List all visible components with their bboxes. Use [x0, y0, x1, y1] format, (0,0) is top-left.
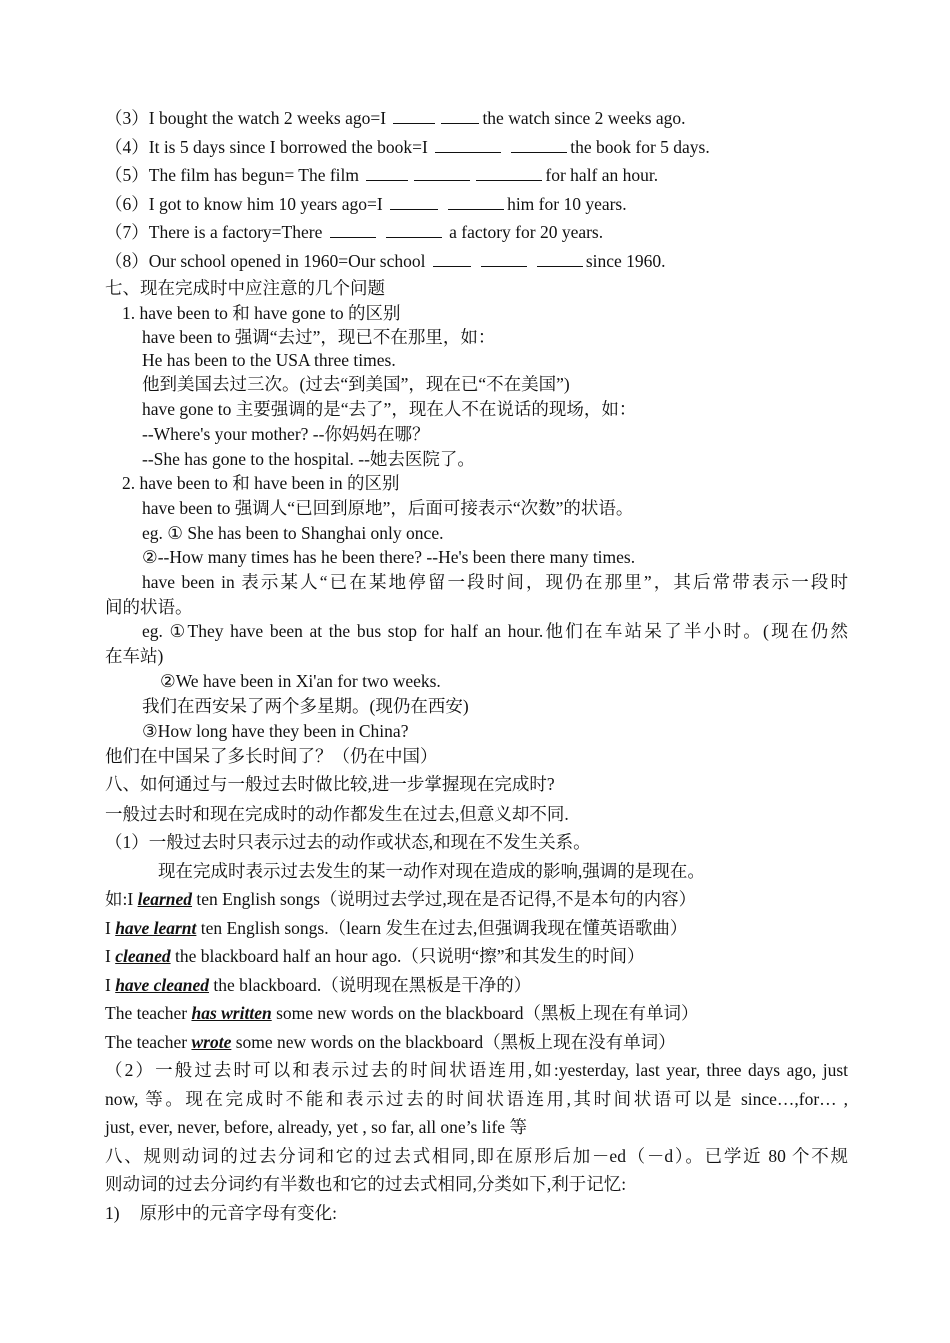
exercise-3 [105, 107, 686, 129]
example-sentence: I have cleaned the blackboard.（说明现在黑板是干净的） [105, 975, 532, 995]
section-heading: 七、现在完成时中应注意的几个问题 [105, 278, 385, 298]
exercise-ending: since 1960. [585, 251, 666, 271]
verb-highlight: have learnt [115, 918, 197, 938]
text-line: 我们在西安呆了两个多星期。(现仍在西安) [142, 696, 469, 716]
example-sentence: He has been to the USA three times. [142, 350, 396, 370]
text-line: （2）一般过去时可以和表示过去的时间状语连用,如:yesterday, last year, three days ago, just [105, 1060, 848, 1080]
exercise-prompt: It is 5 days since I borrowed the book=I [148, 137, 428, 157]
example-sentence: ③How long have they been in China? [142, 721, 409, 741]
exercise-prompt: I got to know him 10 years ago=I [148, 194, 383, 214]
example-sentence: The teacher wrote some new words on the blackboard（黑板上现在没有单词） [105, 1032, 676, 1052]
exercise-ending: for half an hour. [545, 165, 659, 185]
exercise-ending: the book for 5 days. [570, 137, 710, 157]
example-sentence: ②We have been in Xi'an for two weeks. [160, 671, 441, 691]
answer-blank [386, 222, 442, 238]
exercise-7 [105, 221, 603, 243]
list-text: 原形中的元音字母有变化: [139, 1203, 337, 1223]
example-sentence: ②--How many times has he been there? --He's been there many times. [142, 547, 636, 567]
text-line: just, ever, never, before, already, yet , so far, all one’s life 等 [105, 1117, 527, 1137]
example-sentence: --She has gone to the hospital. --她去医院了。 [142, 449, 475, 469]
answer-blank [476, 165, 542, 181]
text-line: 他到美国去过三次。(过去“到美国”，现在已“不在美国”) [142, 374, 570, 394]
example-sentence: 如:I learned ten English songs（说明过去学过,现在是否记得,不是本句的内容） [105, 889, 697, 909]
text-line: have been in 表示某人“已在某地停留一段时间，现仍在那里”，其后常带表示一段时 [142, 572, 848, 592]
answer-blank [448, 194, 504, 210]
text-line: （1）一般过去时只表示过去的动作或状态,和现在不发生关系。 [105, 832, 591, 852]
list-item [105, 1202, 337, 1224]
section-heading: 八、规则动词的过去分词和它的过去式相同,即在原形后加－ed（－d）。已学近 80 个不规 [105, 1146, 848, 1166]
text-line: have been to 强调“去过”，现已不在那里，如： [142, 327, 496, 347]
verb-highlight: cleaned [115, 946, 171, 966]
text-line: now, 等。现在完成时不能和表示过去的时间状语连用,其时间状语可以是 since…,for… , [105, 1089, 848, 1109]
answer-blank [537, 251, 583, 267]
verb-highlight: have cleaned [115, 975, 209, 995]
exercise-ending: a factory for 20 years. [449, 222, 604, 242]
example-sentence: I cleaned the blackboard half an hour ago.（只说明“擦”和其发生的时间） [105, 946, 645, 966]
example-sentence: The teacher has written some new words on the blackboard（黑板上现在有单词） [105, 1003, 699, 1023]
verb-highlight: has written [191, 1003, 272, 1023]
exercise-ending: him for 10 years. [507, 194, 627, 214]
exercise-number: （8） [105, 251, 149, 271]
answer-blank [511, 137, 567, 153]
verb-highlight: learned [137, 889, 193, 909]
exercise-8 [105, 250, 666, 272]
example-sentence: eg. ①They have been at the bus stop for half an hour.他们在车站呆了半小时。(现在仍然 [142, 621, 848, 641]
answer-blank [441, 108, 479, 124]
text-line: 在车站) [105, 646, 164, 666]
answer-blank [433, 251, 471, 267]
verb-highlight: wrote [191, 1032, 232, 1052]
answer-blank [435, 137, 501, 153]
text-line: 现在完成时表示过去发生的某一动作对现在造成的影响,强调的是现在。 [158, 861, 705, 881]
exercise-4 [105, 136, 710, 158]
subsection-title: 2. have been to 和 have been in 的区别 [122, 473, 400, 493]
text-line: 他们在中国呆了多长时间了？（仍在中国） [105, 746, 438, 766]
answer-blank [481, 251, 527, 267]
text-line: 间的状语。 [105, 597, 193, 617]
exercise-6 [105, 193, 627, 215]
text-line: have been to 强调人“已回到原地”，后面可接表示“次数”的状语。 [142, 498, 634, 518]
text-line: 则动词的过去分词约有半数也和它的过去式相同,分类如下,利于记忆: [105, 1174, 627, 1194]
answer-blank [414, 165, 470, 181]
exercise-prompt: There is a factory=There [148, 222, 323, 242]
example-sentence: eg. ① She has been to Shanghai only once. [142, 523, 444, 543]
answer-blank [390, 194, 438, 210]
text-line: have gone to 主要强调的是“去了”，现在人不在说话的现场，如： [142, 399, 637, 419]
exercise-number: （3） [105, 108, 149, 128]
section-heading: 八、如何通过与一般过去时做比较,进一步掌握现在完成时? [105, 774, 555, 794]
answer-blank [330, 222, 376, 238]
list-number: 1) [105, 1203, 120, 1223]
exercise-ending: the watch since 2 weeks ago. [482, 108, 686, 128]
exercise-prompt: The film has begun= The film [148, 165, 360, 185]
exercise-5 [105, 164, 658, 186]
text-line: 一般过去时和现在完成时的动作都发生在过去,但意义却不同. [105, 804, 569, 824]
answer-blank [393, 108, 435, 124]
subsection-title: 1. have been to 和 have gone to 的区别 [122, 303, 401, 323]
exercise-number: （4） [105, 137, 149, 157]
exercise-prompt: Our school opened in 1960=Our school [148, 251, 426, 271]
exercise-number: （5） [105, 165, 149, 185]
answer-blank [366, 165, 408, 181]
example-sentence: I have learnt ten English songs.（learn 发生在过去,但强调我现在懂英语歌曲） [105, 918, 688, 938]
exercise-number: （6） [105, 194, 149, 214]
exercise-number: （7） [105, 222, 149, 242]
exercise-prompt: I bought the watch 2 weeks ago=I [148, 108, 387, 128]
example-sentence: --Where's your mother? --你妈妈在哪？ [142, 424, 430, 444]
